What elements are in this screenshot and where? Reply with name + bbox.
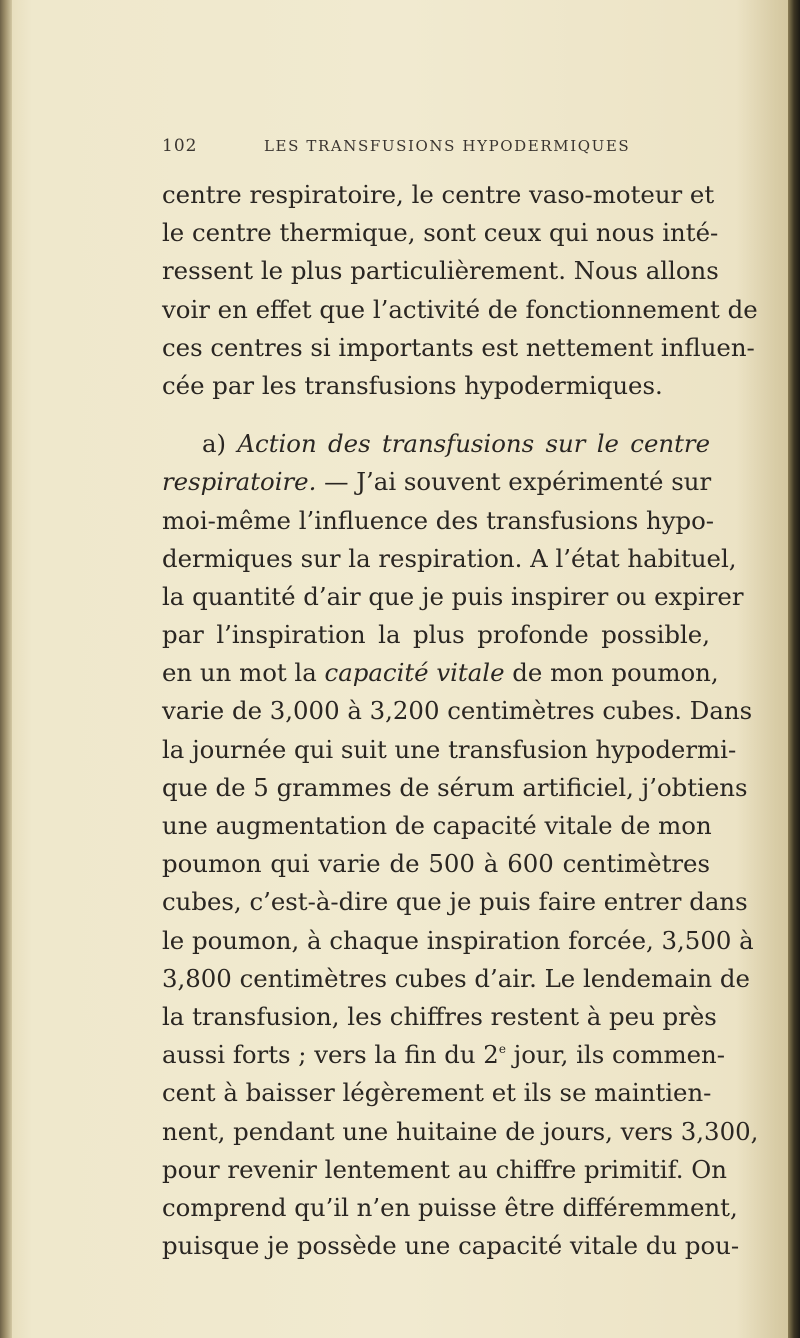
text-line: varie de 3,000 à 3,200 centimètres cubes. Dans xyxy=(162,696,753,726)
running-title: LES TRANSFUSIONS HYPODERMIQUES xyxy=(264,137,631,155)
running-header xyxy=(162,136,722,160)
text-line: ces centres si importants est nettement influen- xyxy=(162,332,755,362)
text-line: comprend qu’il n’en puisse être différemment, xyxy=(162,1192,738,1222)
body-text xyxy=(162,176,759,1265)
text-line: par l’inspiration la plus profonde possible, xyxy=(162,620,710,650)
text-line: cubes, c’est-à-dire que je puis faire entrer dans xyxy=(162,887,748,917)
text-line: poumon qui varie de 500 à 600 centimètres xyxy=(162,849,710,879)
text-line: moi-même l’influence des transfusions hypo- xyxy=(162,505,715,535)
page-left-edge xyxy=(0,0,12,1338)
text-line: centre respiratoire, le centre vaso-moteur et xyxy=(162,180,715,209)
text-line: cent à baisser légèrement et ils se maintien- xyxy=(162,1078,712,1108)
text-line: la journée qui suit une transfusion hypodermi- xyxy=(162,734,737,764)
text-line: respiratoire. — J’ai souvent expérimenté sur xyxy=(162,467,712,497)
text-line: dermiques sur la respiration. A l’état habituel, xyxy=(162,543,737,573)
text-line: en un mot la capacité vitale de mon poumon, xyxy=(162,658,719,688)
text-line: 3,800 centimètres cubes d’air. Le lendemain de xyxy=(162,963,750,993)
text-line: ressent le plus particulièrement. Nous allons xyxy=(162,256,719,286)
section-heading-continued: respiratoire. xyxy=(162,467,317,497)
text-line: une augmentation de capacité vitale de mon xyxy=(162,811,712,840)
section-heading-line xyxy=(162,425,710,463)
book-binding-edge xyxy=(788,0,800,1338)
text-line: puisque je possède une capacité vitale du pou- xyxy=(162,1231,740,1261)
text-line: la quantité d’air que je puis inspirer ou expirer xyxy=(162,581,744,611)
ordinal-superscript: e xyxy=(498,1042,506,1057)
text-line: le centre thermique, sont ceux qui nous inté- xyxy=(162,218,719,248)
text-line: nent, pendant une huitaine de jours, vers 3,300, xyxy=(162,1116,759,1146)
text-line: le poumon, à chaque inspiration forcée, 3,500 à xyxy=(162,925,754,955)
emphasis-term: capacité vitale xyxy=(324,658,505,688)
text-line: cée par les transfusions hypodermiques. xyxy=(162,370,663,400)
text-line: que de 5 grammes de sérum artificiel, j’obtiens xyxy=(162,772,748,802)
page-number: 102 xyxy=(162,136,198,156)
text-line: voir en effet que l’activité de fonctionnement de xyxy=(162,294,758,324)
text-line: aussi forts ; vers la fin du 2e jour, ils commen- xyxy=(162,1040,725,1070)
text-line: la transfusion, les chiffres restent à peu près xyxy=(162,1001,717,1031)
text-line: pour revenir lentement au chiffre primitif. On xyxy=(162,1154,727,1184)
section-label: a) xyxy=(202,429,227,459)
section-heading: Action des transfusions sur le centre xyxy=(237,429,710,459)
